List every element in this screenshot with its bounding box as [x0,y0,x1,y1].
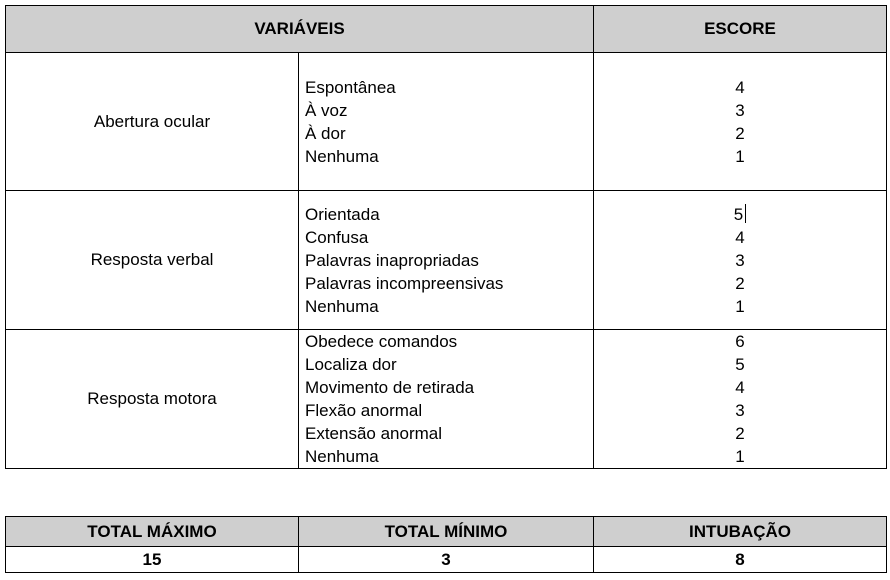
table-row [6,191,887,330]
options-cell [299,191,594,330]
text-cursor [745,204,746,223]
option-label: Nenhuma [305,447,379,466]
scores-cell [594,330,887,469]
option-label: Nenhuma [305,296,379,316]
totals-table [5,516,887,573]
scores-cell [594,53,887,191]
option-label: Localiza dor [305,355,397,374]
table-header-row [6,6,887,53]
totals-header-row [6,517,887,547]
intubation-value: 8 [594,547,887,573]
option-label: Extensão anormal [305,424,443,443]
option-label: Flexão anormal [305,401,423,420]
options-cell [299,330,594,469]
table-row [6,53,887,191]
option-label: Espontânea [305,77,396,97]
score-value: 3 [735,100,745,120]
score-value: 5 [735,355,745,374]
category-cell: Abertura ocular [6,53,299,191]
score-value-with-cursor[interactable] [594,203,886,226]
score-value: 4 [735,227,745,247]
score-value: 3 [735,401,745,420]
option-label: Palavras inapropriadas [305,250,479,270]
score-value: 5 [733,204,744,224]
total-max-value: 15 [6,547,299,573]
intubation-header: INTUBAÇÃO [594,517,887,547]
option-label: Obedece comandos [305,332,458,351]
option-label: À voz [305,100,348,120]
score-value: 2 [735,273,745,293]
total-min-header: TOTAL MÍNIMO [299,517,594,547]
option-label: À dor [305,123,346,143]
score-value: 2 [735,123,745,143]
variables-header: VARIÁVEIS [6,6,594,53]
option-label: Movimento de retirada [305,378,475,397]
score-value: 1 [735,146,745,166]
score-value: 4 [735,378,745,397]
score-value: 1 [735,296,745,316]
glasgow-scale-table [5,5,887,469]
scores-cell[interactable] [594,191,887,330]
option-label: Confusa [305,227,369,247]
table-row [6,330,887,469]
score-header: ESCORE [594,6,887,53]
category-cell: Resposta verbal [6,191,299,330]
score-value: 6 [735,332,745,351]
category-cell: Resposta motora [6,330,299,469]
totals-values-row [6,547,887,573]
option-label: Palavras incompreensivas [305,273,504,293]
option-label: Orientada [305,204,380,224]
option-label: Nenhuma [305,146,379,166]
score-value: 3 [735,250,745,270]
total-max-header: TOTAL MÁXIMO [6,517,299,547]
score-value: 4 [735,77,745,97]
total-min-value: 3 [299,547,594,573]
score-value: 1 [735,447,745,466]
score-value: 2 [735,424,745,443]
options-cell [299,53,594,191]
